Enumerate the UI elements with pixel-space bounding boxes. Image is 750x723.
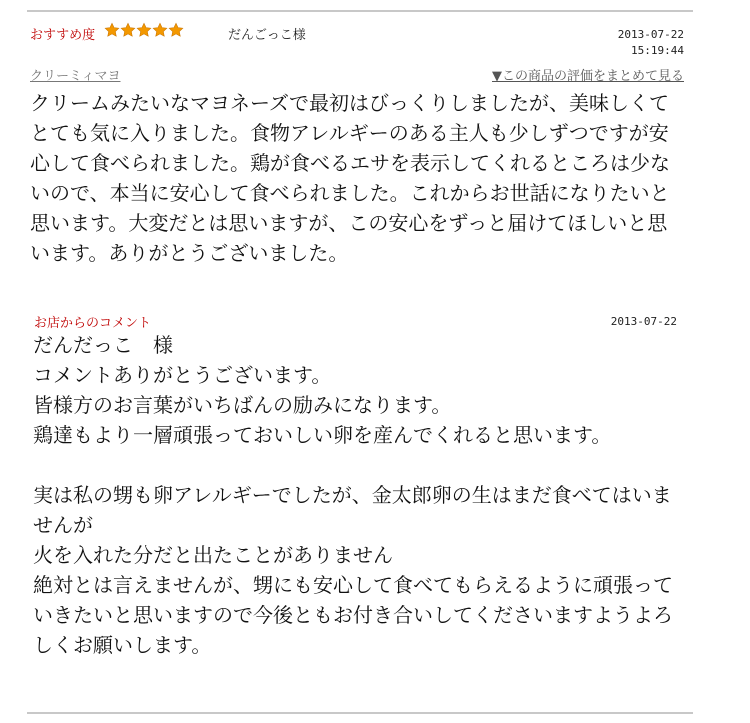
star-icon <box>168 22 184 38</box>
shop-comment-date: 2013-07-22 <box>610 315 677 328</box>
star-icon <box>136 22 152 38</box>
star-icon <box>120 22 136 38</box>
reviewer-name: だんごっこ様 <box>228 28 306 43</box>
star-rating <box>104 22 184 38</box>
top-divider <box>27 10 693 12</box>
star-icon <box>152 22 168 38</box>
review-time: 15:19:44 <box>631 44 684 57</box>
review-title: クリーミィマヨ <box>30 69 121 84</box>
shop-comment-label: お店からのコメント <box>34 316 152 331</box>
rating-label: おすすめ度 <box>30 28 96 43</box>
view-all-reviews-link[interactable]: ▼この商品の評価をまとめて見る <box>492 69 684 84</box>
bottom-divider <box>27 712 693 714</box>
shop-comment-body: だんだっこ 様 コメントありがとうございます。 皆様方のお言葉がいちばんの励みになります。 鶏達もより一層頑張っておいしい卵を産んでくれると思います。 実は私の甥も卵アレルギーでしたが、金太郎卵の生はまだ食べてはいませんが 火を入れた分だと出たことがありません 絶対とは言えませんが、甥にも安心して食べてもらえるように頑張っていきたいと思いますので今後ともお付き合いしてくださいますようよろしくお願いします。 <box>33 333 673 657</box>
star-icon <box>104 22 120 38</box>
review-timestamp <box>618 27 684 59</box>
review-body: クリームみたいなマヨネーズで最初はびっくりしましたが、美味しくてとても気に入りました。食物アレルギーのある主人も少しずつですが安心して食べられました。鶏が食べるエサを表示してくれるところは少ないので、本当に安心して食べられました。これからお世話になりたいと思います。大変だとは思いますが、この安心をずっと届けてほしいと思います。ありがとうございました。 <box>30 91 670 265</box>
review-date: 2013-07-22 <box>617 28 684 41</box>
